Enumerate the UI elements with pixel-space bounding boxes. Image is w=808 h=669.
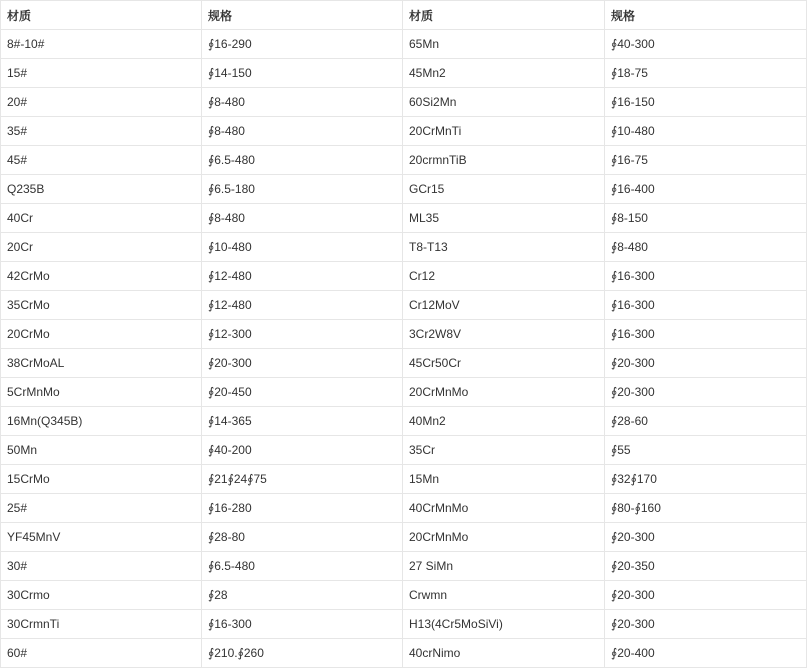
material-right-cell: 20CrMnTi (403, 117, 605, 146)
spec-left-cell: ∮210.∮260 (202, 639, 403, 668)
header-row (1, 1, 807, 30)
material-right-cell: 45Cr50Cr (403, 349, 605, 378)
table-header (1, 1, 807, 30)
material-right-cell: ML35 (403, 204, 605, 233)
material-right-cell: H13(4Cr5MoSiVi) (403, 610, 605, 639)
spec-left-cell: ∮14-150 (202, 59, 403, 88)
spec-left-cell: ∮12-480 (202, 262, 403, 291)
material-left-cell: 35# (1, 117, 202, 146)
table-row (1, 639, 807, 668)
material-left-cell: 20CrMo (1, 320, 202, 349)
table-row (1, 349, 807, 378)
spec-left-cell: ∮16-290 (202, 30, 403, 59)
material-left-cell: 20# (1, 88, 202, 117)
material-right-cell: 20CrMnMo (403, 378, 605, 407)
material-right-cell: 27 SiMn (403, 552, 605, 581)
spec-right-cell: ∮20-300 (605, 378, 807, 407)
spec-left-cell: ∮40-200 (202, 436, 403, 465)
material-left-cell: 20Cr (1, 233, 202, 262)
spec-left-cell: ∮16-300 (202, 610, 403, 639)
spec-right-cell: ∮20-300 (605, 349, 807, 378)
material-right-cell: GCr15 (403, 175, 605, 204)
table-row (1, 30, 807, 59)
spec-right-cell: ∮55 (605, 436, 807, 465)
material-right-cell: Crwmn (403, 581, 605, 610)
table-row (1, 552, 807, 581)
spec-right-cell: ∮20-400 (605, 639, 807, 668)
material-left-cell: 25# (1, 494, 202, 523)
spec-right-cell: ∮16-75 (605, 146, 807, 175)
spec-left-cell: ∮12-300 (202, 320, 403, 349)
header-material-left: 材质 (1, 1, 202, 30)
spec-right-cell: ∮20-300 (605, 523, 807, 552)
material-right-cell: 60Si2Mn (403, 88, 605, 117)
spec-right-cell: ∮20-350 (605, 552, 807, 581)
spec-left-cell: ∮21∮24∮75 (202, 465, 403, 494)
table-body (1, 30, 807, 668)
spec-right-cell: ∮10-480 (605, 117, 807, 146)
table-row (1, 407, 807, 436)
spec-right-cell: ∮18-75 (605, 59, 807, 88)
table-row (1, 523, 807, 552)
material-left-cell: 5CrMnMo (1, 378, 202, 407)
material-right-cell: 20crmnTiB (403, 146, 605, 175)
spec-left-cell: ∮8-480 (202, 204, 403, 233)
table-row (1, 465, 807, 494)
spec-right-cell: ∮40-300 (605, 30, 807, 59)
spec-right-cell: ∮20-300 (605, 610, 807, 639)
spec-right-cell: ∮16-300 (605, 262, 807, 291)
spec-right-cell: ∮28-60 (605, 407, 807, 436)
spec-left-cell: ∮28 (202, 581, 403, 610)
material-left-cell: 16Mn(Q345B) (1, 407, 202, 436)
material-left-cell: 35CrMo (1, 291, 202, 320)
spec-left-cell: ∮14-365 (202, 407, 403, 436)
spec-right-cell: ∮16-400 (605, 175, 807, 204)
table-row (1, 494, 807, 523)
table-row (1, 436, 807, 465)
spec-left-cell: ∮28-80 (202, 523, 403, 552)
table-row (1, 204, 807, 233)
material-left-cell: 30CrmnTi (1, 610, 202, 639)
material-right-cell: Cr12 (403, 262, 605, 291)
spec-right-cell: ∮32∮170 (605, 465, 807, 494)
material-right-cell: 65Mn (403, 30, 605, 59)
header-spec-right: 规格 (605, 1, 807, 30)
spec-left-cell: ∮6.5-180 (202, 175, 403, 204)
table-row (1, 233, 807, 262)
header-material-right: 材质 (403, 1, 605, 30)
material-right-cell: 40crNimo (403, 639, 605, 668)
material-left-cell: 15CrMo (1, 465, 202, 494)
table-row (1, 59, 807, 88)
material-left-cell: 15# (1, 59, 202, 88)
material-left-cell: 45# (1, 146, 202, 175)
material-right-cell: 3Cr2W8V (403, 320, 605, 349)
material-left-cell: 40Cr (1, 204, 202, 233)
spec-left-cell: ∮20-300 (202, 349, 403, 378)
material-right-cell: 20CrMnMo (403, 523, 605, 552)
material-left-cell: 42CrMo (1, 262, 202, 291)
material-right-cell: T8-T13 (403, 233, 605, 262)
spec-left-cell: ∮20-450 (202, 378, 403, 407)
spec-left-cell: ∮6.5-480 (202, 552, 403, 581)
spec-right-cell: ∮16-300 (605, 291, 807, 320)
table-row (1, 320, 807, 349)
table-row (1, 378, 807, 407)
material-left-cell: YF45MnV (1, 523, 202, 552)
spec-right-cell: ∮16-300 (605, 320, 807, 349)
table-row (1, 262, 807, 291)
table-row (1, 117, 807, 146)
spec-left-cell: ∮8-480 (202, 88, 403, 117)
table-row (1, 291, 807, 320)
spec-left-cell: ∮6.5-480 (202, 146, 403, 175)
material-left-cell: 8#-10# (1, 30, 202, 59)
material-right-cell: 40CrMnMo (403, 494, 605, 523)
table-row (1, 146, 807, 175)
spec-right-cell: ∮20-300 (605, 581, 807, 610)
material-right-cell: 15Mn (403, 465, 605, 494)
table-row (1, 581, 807, 610)
spec-right-cell: ∮80-∮160 (605, 494, 807, 523)
header-spec-left: 规格 (202, 1, 403, 30)
material-right-cell: 45Mn2 (403, 59, 605, 88)
spec-left-cell: ∮10-480 (202, 233, 403, 262)
spec-right-cell: ∮8-150 (605, 204, 807, 233)
material-right-cell: 40Mn2 (403, 407, 605, 436)
material-left-cell: 38CrMoAL (1, 349, 202, 378)
table-row (1, 610, 807, 639)
spec-right-cell: ∮16-150 (605, 88, 807, 117)
spec-right-cell: ∮8-480 (605, 233, 807, 262)
material-right-cell: Cr12MoV (403, 291, 605, 320)
material-left-cell: 30# (1, 552, 202, 581)
material-left-cell: 50Mn (1, 436, 202, 465)
material-left-cell: 30Crmo (1, 581, 202, 610)
material-left-cell: 60# (1, 639, 202, 668)
spec-left-cell: ∮16-280 (202, 494, 403, 523)
material-right-cell: 35Cr (403, 436, 605, 465)
spec-left-cell: ∮8-480 (202, 117, 403, 146)
spec-left-cell: ∮12-480 (202, 291, 403, 320)
table-row (1, 175, 807, 204)
table-row (1, 88, 807, 117)
material-left-cell: Q235B (1, 175, 202, 204)
